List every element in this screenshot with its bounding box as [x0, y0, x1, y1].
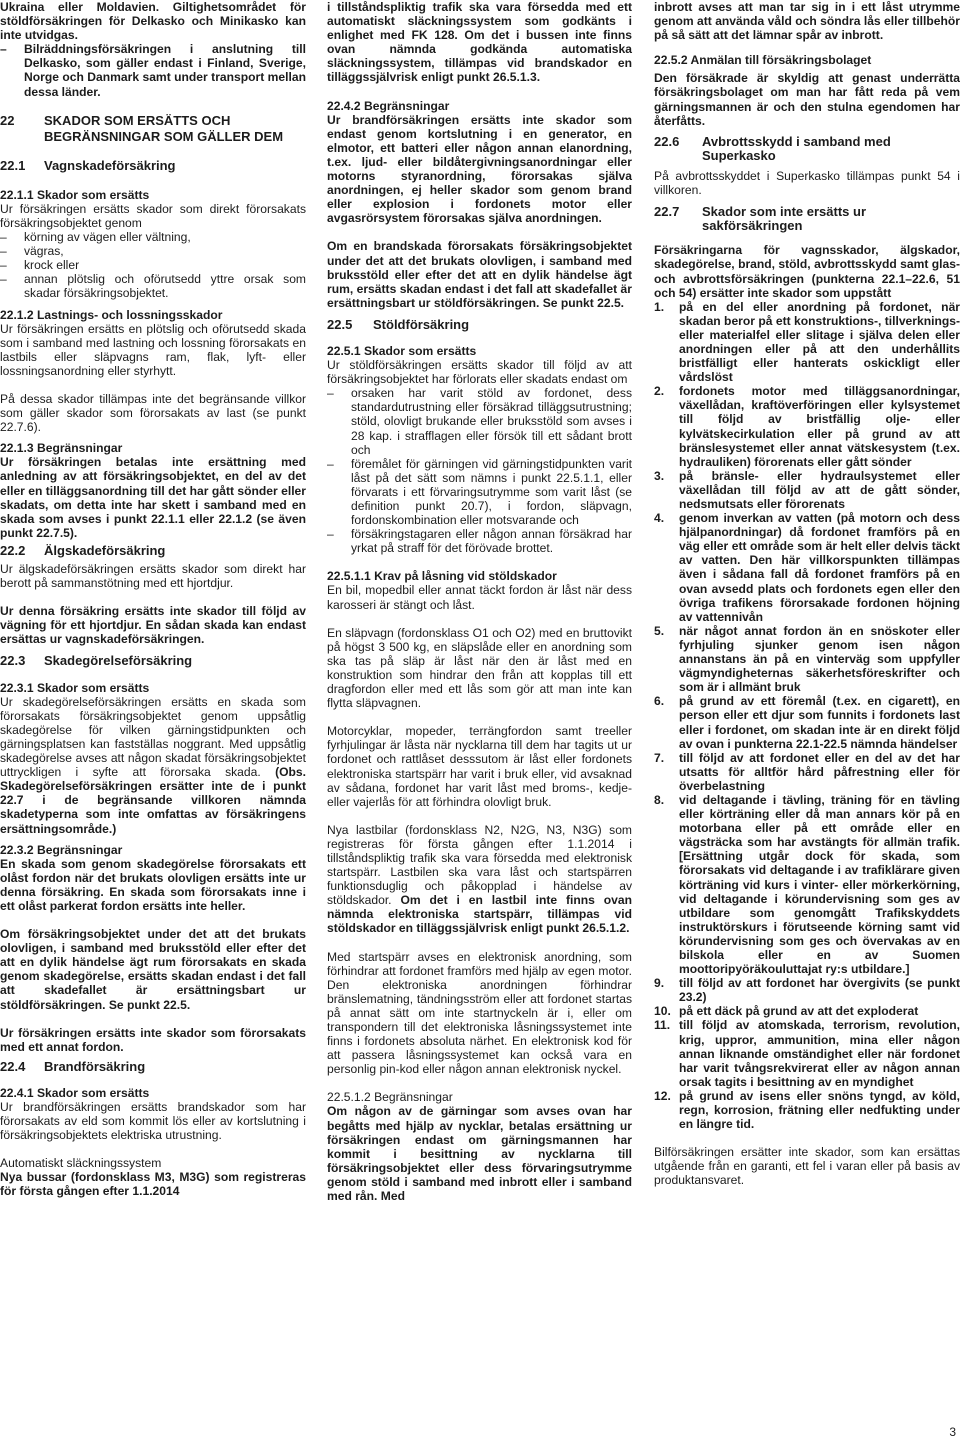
item-number: 4. [654, 511, 665, 526]
subsection-heading: 22.1.1 Skador som ersätts [0, 187, 150, 202]
section-heading-22-1 [0, 159, 306, 173]
item-text: till följd av att fordonet eller en del av det har utsatts för alltför hård påfrestning eller för överbelastning [679, 750, 960, 793]
paragraph: Om försäkringsobjektet under det att det brukats olovligen, i samband med bruksstöld eller efter det att en dylik händelse ägt rum förorsakats en skada genom skadegörelse, ersätts skadan endast i det fall att skadefallet är ersättningsbart ur stöldförsäkringen. Se punkt 22.5. [0, 927, 306, 1012]
dash-marker: – [0, 272, 7, 287]
numbered-list-item [654, 511, 960, 624]
item-text: på grund av ett föremål (t.ex. en cigarett), en person eller ett djur som funnits i fordonets last eller i fordonet, om skadan inte är en direkt följd av ovan i punkterna 22.1-22.5 nämnda händelser [679, 694, 960, 751]
section-heading-22-4 [0, 1060, 306, 1074]
list-text: annan plötslig och oförutsedd yttre orsak som skadar försäkringsobjektet. [24, 272, 306, 301]
dash-marker: – [0, 230, 7, 245]
paragraph: Ur älgskadeförsäkringen ersätts skador som direkt har berott på sammanstötning med ett hjortdjur. [0, 562, 306, 591]
paragraph: Ur brandförsäkringen ersätts inte skador som endast genom kortslutning i en generator, en elmotor, ett batteri eller någon annan elanordning, t.ex. ljud- eller bildåtergivningsanordningar eller motorns styranordning, förorsakas själva anordningen, ej heller skador som genom brand eller explosion i fordonets motor eller avgasrörsystem förorsakas själva anordningen. [327, 112, 632, 226]
subsection-heading: 22.5.1.2 Begränsningar [327, 1090, 453, 1105]
section-title: Avbrottsskydd i samband med Superkasko [702, 133, 891, 163]
paragraph-text: Ur skadegörelseförsäkringen ersätts en skada som förorsakats försäkringsobjektet genom uppsåtlig skadegörelse för vilken gärningstidpunkten och gärningsplatsen kan fastställas noggrant. Med uppsåtlig skadegörelse avses att någon skadat försäkringsobjektet uttryckligen i syfte att förorsaka skada. [0, 694, 306, 780]
dash-list-item [0, 258, 306, 272]
section-title: Skador som inte ersätts ur sakförsäkringen [702, 204, 866, 234]
paragraph: Den försäkrade är skyldig att genast underrätta försäkringsbolaget om man har fått reda på vem gärningsmannen är och den stulna egendomen har återfåtts. [654, 71, 960, 128]
numbered-list-item [654, 1089, 960, 1131]
dash-list-item [327, 527, 632, 555]
section-heading-22-2 [0, 544, 306, 558]
dash-marker: – [0, 42, 7, 57]
item-text: fordonets motor med tilläggsanordningar, växellådan, kraftöverföringen eller kylsystemet till följd av bristfällig olje- eller kylvätskecirkulation eller på grund av att bränslesystemet eller annat vätskesystem (t.ex. hydrauliken) förorenats eller gått sönder [679, 384, 960, 469]
dash-list-item [0, 230, 306, 244]
section-heading-22 [0, 113, 306, 145]
section-title: Brandförsäkring [44, 1058, 146, 1074]
paragraph: Ur försäkringen ersätts inte skador som förorsakats med ett annat fordon. [0, 1025, 306, 1054]
subsection-heading: 22.1.3 Begränsningar [0, 441, 123, 456]
item-text: när något annat fordon än en snöskoter eller fyrhjuling sjunker genom isen någon annanstans än på en vinterväg som uppfyller vägmyndigheternas säkerhetsföreskrifter och som är i allmänt bruk [679, 623, 960, 695]
paragraph: Ukraina eller Moldavien. Giltighetsområdet för stöldförsäkringen för Delkasko och Minikasko kan inte utvidgas. [0, 0, 306, 43]
item-number: 11. [654, 1018, 671, 1033]
subsection-heading: 22.5.1 Skador som ersätts [327, 343, 477, 358]
column-left [0, 0, 306, 1199]
section-number: 22.4 [0, 1058, 26, 1074]
paragraph: Nya bussar (fordonsklass M3, M3G) som registreras för första gången efter 1.1.2014 [0, 1170, 306, 1199]
item-number: 12. [654, 1088, 671, 1103]
numbered-list-item [654, 624, 960, 694]
paragraph: En släpvagn (fordonsklass O1 och O2) med en bruttovikt på högst 3 500 kg, en släpslåde eller en anordning som ska tas på släp är låst när den är låst med en konstruktion som hindrar den från att kopplas till ett dragfordon eller med ett lås som gör att man inte kan flytta släpvagnen. [327, 625, 632, 711]
item-text: på en del eller anordning på fordonet, när skadan beror på ett konstruktions-, tillverknings- eller materialfel eller slitage i själva delen eller anordningen eller på att den underhållits bristfälligt eller hanterats oskickligt eller vårdslöst [679, 299, 960, 385]
paragraph: En skada som genom skadegörelse förorsakats ett olåst fordon när det brukats olovligen ersätts inte ur denna försäkring. En skada som förorsakats inne i ett olåst parkerat fordon ersätts inte heller. [0, 856, 306, 913]
item-number: 6. [654, 694, 665, 709]
section-heading-22-6 [654, 135, 960, 163]
numbered-list-item [654, 1018, 960, 1088]
dash-list-item [0, 42, 306, 98]
paragraph: Ur försäkringen ersätts skador som direkt förorsakats försäkringsobjektet genom [0, 201, 306, 230]
section-title: Skadegörelseförsäkring [44, 653, 193, 669]
section-number: 22.5 [327, 316, 353, 332]
subsection-heading: 22.3.1 Skador som ersätts [0, 680, 150, 695]
item-text: på bränsle- eller hydraulsystemet eller växellådan till följd av att de gått sönder, nedsmutsats eller förorenats [679, 468, 960, 511]
item-number: 5. [654, 623, 665, 638]
item-text: på ett däck på grund av att det exploderat [679, 1004, 919, 1019]
section-heading-22-7 [654, 205, 960, 233]
paragraph-text: Nya lastbilar (fordonsklass N2, N2G, N3, N3G) som registreras för första gången efter 1.1.2014 i tillståndspliktig trafik ska vara försedda med elektronisk startspärr. Lastbilen ska vara låst och startspärren funktionsduglig och påkopplad i händelse av stöldskador. [327, 822, 632, 908]
section-title: SKADOR SOM ERSÄTTS OCH BEGRÄNSNINGAR SOM GÄLLER DEM [44, 112, 284, 144]
list-text: orsaken har varit stöld av fordonet, dess standardutrustning eller försäkrad tilläggsutrustning; stöld, olovligt brukande eller bruksstöld som avses i 28 kap. i strafflagen eller försök till ett sådant brott och [351, 386, 632, 457]
paragraph: En bil, mopedbil eller annat täckt fordon är låst när dess karosseri är stängt och låst. [327, 583, 632, 612]
subsection-heading: 22.5.1.1 Krav på låsning vid stöldskador [327, 569, 557, 584]
paragraph: Om någon av de gärningar som avses ovan har begåtts med hjälp av nycklar, betalas ersättning ur försäkringen endast om gärningsmannen har kommit i besittning av nycklarna till försäkringsobjektet eller dess förvaringsutrymme genom stöld i samband med inbrott eller i samband med rån. Med [327, 1104, 632, 1204]
column-middle [327, 0, 632, 1203]
paragraph: Ur stöldförsäkringen ersätts skador till följd av att försäkringsobjektet har förlorats eller skadats endast om [327, 358, 632, 387]
paragraph: På dessa skador tillämpas inte det begränsande villkor som gäller skador som förorsakats av last (se punkt 22.7.6). [0, 391, 306, 435]
numbered-list-item [654, 694, 960, 750]
item-number: 8. [654, 792, 665, 807]
dash-list-item [0, 244, 306, 258]
dash-list-item [327, 386, 632, 456]
dash-marker: – [327, 456, 334, 471]
subsection-heading: 22.1.2 Lastnings- och lossningsskador [0, 307, 223, 322]
item-number: 9. [654, 976, 665, 991]
numbered-list-item [654, 300, 960, 385]
section-number: 22 [0, 112, 15, 128]
section-number: 22.2 [0, 542, 26, 558]
paragraph: Ur försäkringen ersätts en plötslig och oförutsedd skada som i samband med lastning och lossning förorsakats en lastbils eller släpvagns ram, flak, lyft- eller lossningsanordning eller styrhytt. [0, 321, 306, 378]
list-text: krock eller [24, 258, 80, 273]
item-number: 10. [654, 1004, 671, 1019]
paragraph: i tillståndspliktig trafik ska vara försedda med ett automatiskt släckningssystem som godkänts i enlighet med FK 128. Om det i bussen inte finns ovan nämnda godkända automatiska släckningssystem, tillämpas vid brandskador en tilläggssjälvrisk enligt punkt 26.5.1.3. [327, 0, 632, 85]
paragraph: Automatiskt släckningssystem [0, 1156, 162, 1171]
section-heading-22-3 [0, 654, 306, 668]
dash-marker: – [0, 258, 7, 273]
paragraph: Bilförsäkringen ersätter inte skador, som kan ersättas utgående från en garanti, ett fel i varan eller på basis av produktansvaret. [654, 1145, 960, 1188]
column-right [654, 0, 960, 1188]
dash-marker: – [0, 244, 7, 259]
section-title: Vagnskadeförsäkring [44, 157, 176, 173]
paragraph: Ur försäkringen betalas inte ersättning med anledning av att försäkringsobjektet, en del av det eller en tilläggsanordning till det har gått sönder eller skadats, om detta inte har skett i samband med en skada som avses i punkt 22.1.1 eller 22.1.2 (se även punkt 22.7.5). [0, 455, 306, 540]
section-number: 22.3 [0, 653, 26, 669]
item-number: 1. [654, 299, 665, 314]
item-text: till följd av att fordonet har övergivits (se punkt 23.2) [679, 976, 960, 1005]
section-number: 22.7 [654, 204, 680, 220]
page-number: 3 [949, 1424, 956, 1439]
paragraph: Motorcyklar, mopeder, terrängfordon samt treeller fyrhjulingar är låsta när nycklarna till dem har tagits ut ur fordonet och rattlåset desssutom är låst eller fordonets elektroniska startspärr har varit i bruk eller, vid avsaknad av sådana, fordonet har varit låst med broms-, kedje- eller vajerlås för att förhindra olovligt bruk. [327, 724, 632, 809]
section-title: Älgskadeförsäkring [44, 542, 166, 558]
item-text: på grund av isens eller snöns tyngd, av köld, regn, korrosion, frätning eller nedfukting under en längre tid. [679, 1088, 960, 1132]
item-number: 7. [654, 750, 665, 765]
subsection-heading: 22.3.2 Begränsningar [0, 842, 123, 857]
subsection-heading: 22.4.2 Begränsningar [327, 98, 450, 113]
paragraph [327, 823, 632, 936]
numbered-list-item [654, 751, 960, 793]
item-text: till följd av atomskada, terrorism, revolution, krig, uppror, ammunition, mina eller någon annan liknande omständighet eller när fordonet har varit tvångsrekvirerat eller av någon annan orsak tagits i besittning av en myndighet [679, 1018, 960, 1089]
item-text: vid deltagande i tävling, träning för en tävling eller körträning eller då man annars kör på en motorbana eller på ett område eller en vägsträcka som har avstängts för allmän trafik. [Ersättning utgår dock för skada, som förorsakats vid deltagande i av trafiklärare given körträning vid kurs i vinter- eller mörkerkörning, vid deltagande i körundervisning som ges av utbildare som genomgått Trafikskyddets instruktörskurs i förutseende körning samt vid körundervisning som ges och övervakas av en bilskola eller en av Suomen moottoripyöräkouluttajat ry:s utbildare.] [679, 792, 960, 977]
numbered-list-item [654, 469, 960, 511]
dash-marker: – [327, 386, 334, 401]
paragraph: inbrott avses att man tar sig in i ett låst utrymme genom att använda våld och söndra lås eller tillbehör på så sätt att det lämnar spår av inbrott. [654, 0, 960, 43]
list-text: körning av vägen eller vältning, [24, 230, 191, 245]
numbered-list-item [654, 976, 960, 1004]
list-text: Bilräddningsförsäkringen i anslutning till Delkasko, som gäller endast i Finland, Sverige, Norge och Danmark samt under transport mellan dessa länder. [24, 42, 306, 99]
paragraph: Med startspärr avses en elektronisk anordning, som förhindrar att fordonet framförs med hjälp av egen motor. Den elektroniska anordningen förhindrar bränslematning, tändningsström eller att fordonet startas på annat sätt om inte startnyckeln är i, eller om transpondern till det elektroniska låsningssystemet inte finns i fordonets absoluta närhet. En elektronisk kod för att passera låsningssystemet kan också vara en personlig pin-kod eller någon annan elektronisk nyckel. [327, 949, 632, 1077]
subsection-heading: 22.4.1 Skador som ersätts [0, 1085, 150, 1100]
subsection-heading: 22.5.2 Anmälan till försäkringsbolaget [654, 53, 872, 68]
list-text: föremålet för gärningen vid gärningstidpunkten varit låst på det sätt som nämns i punkt 22.5.1.1, eller förvarats i ett förvaringsutrymme som varit låst (se definition punkt 20.7), i fordon, släpvagn, fordonskombination eller motsvarande och [351, 456, 632, 528]
item-number: 3. [654, 468, 665, 483]
paragraph: Om en brandskada förorsakats försäkringsobjektet under det att det brukats olovligen, i samband med bruksstöld eller efter det att en dylik händelse ägt rum, ersätts skadan endast i det fall att skadefallet är ersättningsbart ur stöldförsäkringen. Se punkt 22.5. [327, 239, 632, 310]
paragraph-note: (Obs. Skadegörelseförsäkringen ersätter inte de i punkt 22.7 i de begränsande villkoren nämnda skadetyperna som inte omfattas av försäkringens ersättningsområde.) [0, 765, 306, 836]
list-text: försäkringstagaren eller någon annan försäkrad har yrkat på straff för det förövade brottet. [351, 527, 632, 556]
numbered-list-item [654, 1004, 960, 1018]
paragraph: På avbrottsskyddet i Superkasko tillämpas punkt 54 i villkoren. [654, 168, 960, 198]
numbered-list-item [654, 384, 960, 469]
list-text: vägras, [24, 244, 64, 259]
dash-list-item [0, 272, 306, 300]
section-title: Stöldförsäkring [373, 316, 470, 332]
paragraph-emphasis: Om det i en lastbil inte finns ovan nämnda elektroniska startspärr, tillämpas vid stöldskador en tilläggssjälvrisk enligt punkt 26.5.1.2. [327, 893, 632, 936]
paragraph [0, 695, 306, 836]
dash-list-item [327, 457, 632, 527]
section-number: 22.1 [0, 157, 26, 173]
section-number: 22.6 [654, 133, 680, 149]
numbered-list-item [654, 793, 960, 976]
paragraph: Ur denna försäkring ersätts inte skador till följd av vägning för ett hjortdjur. En sådan skada kan endast ersättas ur vagnskadeförsäkringen. [0, 604, 306, 647]
paragraph: Ur brandförsäkringen ersätts brandskador som har förorsakats av eld som kommit lös eller av kortslutning i försäkringsobjektets elektriska utrustning. [0, 1100, 306, 1143]
section-heading-22-5 [327, 318, 632, 332]
item-text: genom inverkan av vatten (på motorn och dess hjälpanordningar) då fordonet framförs på en väg eller ett område som är helt eller delvis täckt av vatten. Den här villkorspunkten tillämpas även i sådana fall då fordonet framförs på en ovan avsedd plats och fordonets egen eller den övriga trafikens förorsakade fordonen höjning av vattennivån [679, 511, 960, 624]
paragraph: Försäkringarna för vagnsskador, älgskador, skadegörelse, brand, stöld, avbrottsskydd samt glas- och avbrottsförsäkringen (punkterna 22.1–22.6, 51 och 54) ersätter inte skador som uppstått [654, 243, 960, 300]
item-number: 2. [654, 384, 665, 399]
dash-marker: – [327, 527, 334, 542]
